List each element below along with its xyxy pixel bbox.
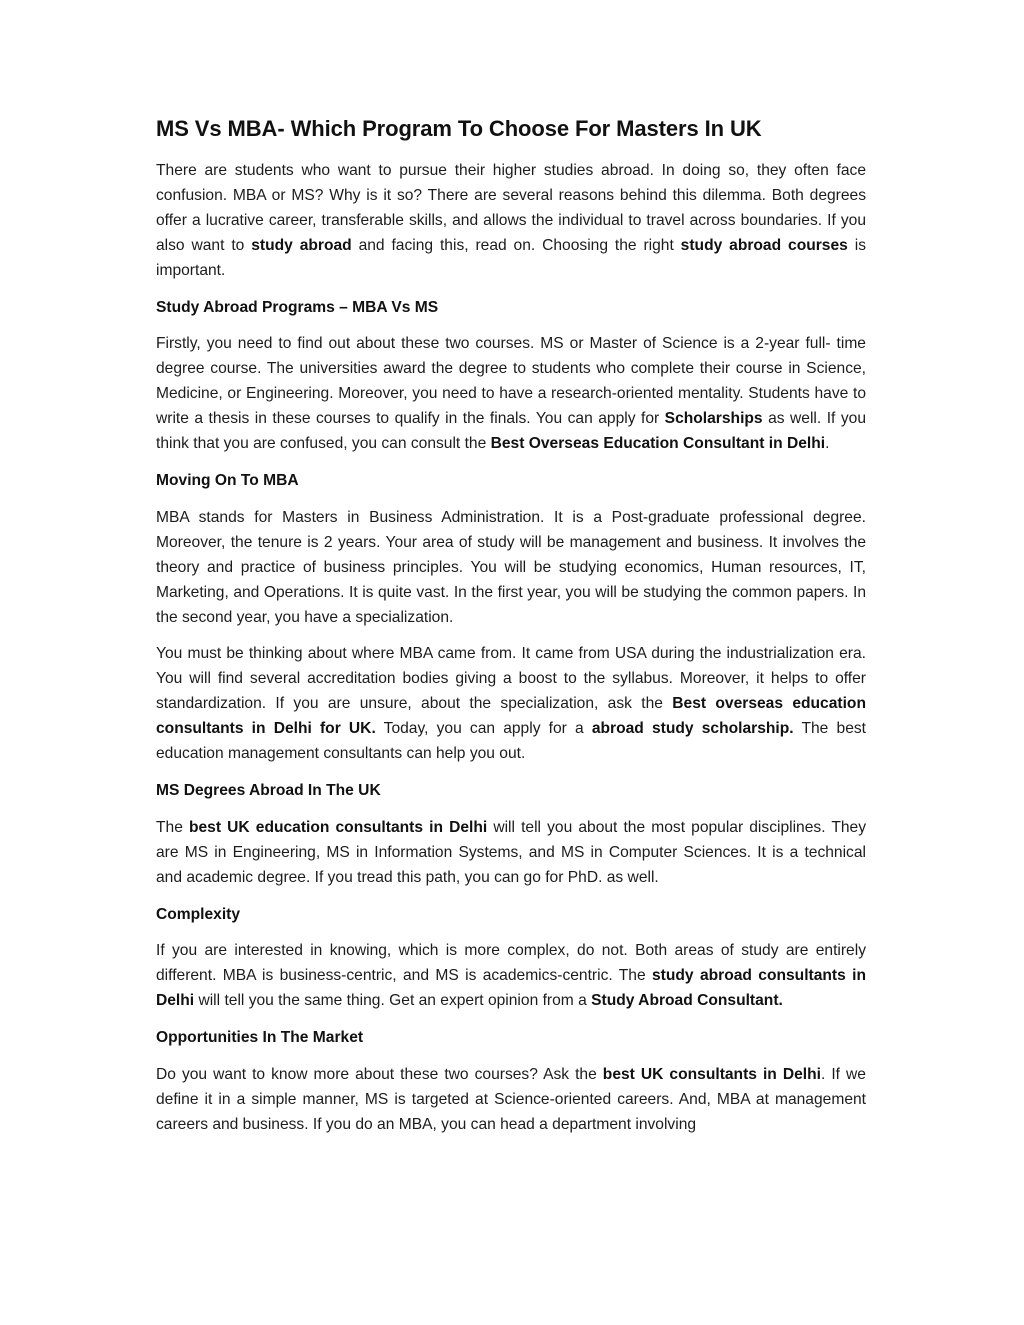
text-run: is important. [156,236,866,279]
text-run: . [825,435,830,453]
bold-keyword: abroad study scholarship. [591,720,794,738]
heading-study-abroad-programs: Study Abroad Programs – MBA Vs MS [156,298,439,316]
text-run: . If we define it in a simple manner, MS is targeted at Science-oriented careers. And, MBA at management careers and business. If you do an MBA, you can head a department involving [156,1066,866,1133]
heading-complexity: Complexity [156,905,241,923]
bold-keyword: study abroad [251,236,352,254]
text-run: Do you want to know more about these two courses? Ask the [156,1066,603,1084]
ms-uk-paragraph [156,816,866,891]
ms-description-paragraph [156,332,866,457]
text-run: There are students who want to pursue their higher studies abroad. In doing so, they often face confusion. MBA or MS? Why is it so? There are several reasons behind this dilemma. Both degrees offer a lucrative career, transferable skills, and allows the individual to travel across boundaries. If you also want to [156,162,866,254]
bold-keyword: Best overseas education consultants in Delhi for UK. [156,695,866,738]
text-run: You must be thinking about where MBA came from. It came from USA during the industrialization era. You will find several accreditation bodies giving a boost to the syllabus. Moreover, it helps to offer standardization. If you are unsure, about the specialization, ask the [156,645,866,713]
complexity-paragraph [156,939,866,1014]
text-run: The [156,818,189,836]
bold-keyword: study abroad courses [680,236,848,254]
text-run: MBA stands for Masters in Business Administration. It is a Post-graduate professional degree. Moreover, the tenure is 2 years. Your area of study will be management and business. It involves the theory and practice of business principles. You will be studying economics, Human resources, IT, Marketing, and Operations. It is quite vast. In the first year, you will be studying the common papers. In the second year, you have a specialization. [156,508,866,626]
opportunities-paragraph [156,1063,866,1138]
text-run: will tell you the same thing. Get an expert opinion from a [194,992,592,1010]
bold-keyword: best UK consultants in Delhi [602,1066,821,1084]
text-run: Firstly, you need to find out about these two courses. MS or Master of Science is a 2-year full- time degree course. The universities award the degree to students who complete their course in Science, Medicine, or Engineering. Moreover, you need to have a research-oriented mentality. Students have to write a thesis in these courses to qualify in the finals. You can apply for [156,335,866,428]
bold-keyword: Best Overseas Education Consultant in Delhi [490,435,826,453]
bold-keyword: study abroad consultants in Delhi [156,967,866,1010]
text-run: as well. If you think that you are confused, you can consult the [156,410,866,453]
text-run: Today, you can apply for a [375,720,592,738]
text-run: and facing this, read on. Choosing the right [351,236,681,254]
heading-ms-degrees-abroad: MS Degrees Abroad In The UK [156,781,381,799]
page-title: MS Vs MBA- Which Program To Choose For Masters In UK [156,116,762,141]
bold-keyword: Study Abroad Consultant. [591,992,783,1010]
bold-keyword: best UK education consultants in Delhi [188,818,488,836]
mba-description-paragraph [156,506,866,631]
heading-moving-on-to-mba: Moving On To MBA [156,471,299,489]
document-page [156,112,866,1150]
text-run: The best education management consultants can help you out. [156,720,866,763]
bold-keyword: Scholarships [664,410,763,428]
heading-opportunities: Opportunities In The Market [156,1029,364,1047]
intro-paragraph [156,159,866,284]
text-run: will tell you about the most popular disciplines. They are MS in Engineering, MS in Information Systems, and MS in Computer Sciences. It is a technical and academic degree. If you tread this path, you can go for PhD. as well. [156,818,867,886]
mba-origin-paragraph [156,642,866,767]
document-body [156,159,866,1138]
text-run: If you are interested in knowing, which is more complex, do not. Both areas of study are entirely different. MBA is business-centric, and MS is academics-centric. The [156,942,866,985]
